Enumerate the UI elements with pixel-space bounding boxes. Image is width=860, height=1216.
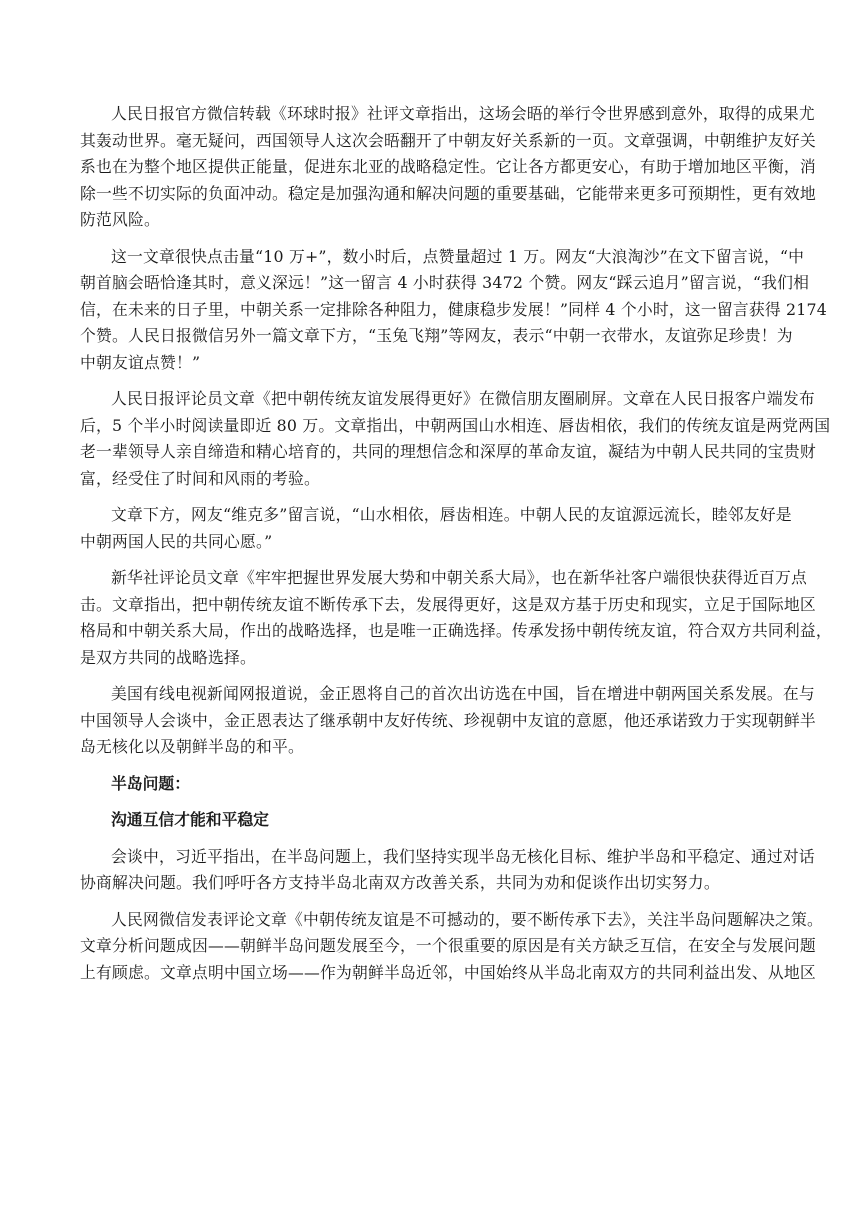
text-line: 朝首脑会晤恰逢其时，意义深远！”这一留言 4 小时获得 3472 个赞。网友“踩云追月”留言说，“我们相 — [80, 273, 810, 292]
text-line: 上有顾虑。文章点明中国立场——作为朝鲜半岛近邻，中国始终从半岛北南双方的共同利益出发、从地区 — [80, 962, 816, 982]
text-line: 岛无核化以及朝鲜半岛的和平。 — [80, 737, 304, 756]
text-line: 信，在未来的日子里，中朝关系一定排除各种阻力，健康稳步发展！”同样 4 个小时，这一留言获得 2174 — [80, 299, 828, 319]
text-line: 这一文章很快点击量“10 万+”，数小时后，点赞量超过 1 万。网友“大浪淘沙”在文下留言说，“中 — [111, 246, 805, 266]
text-line: 系也在为整个地区提供正能量，促进东北亚的战略稳定性。它让各方都更安心，有助于增加地区平衡，消 — [80, 157, 816, 176]
text-line: 中朝两国人民的共同心愿。” — [80, 531, 273, 551]
text-line: 美国有线电视新闻网报道说，金正恩将自己的首次出访选在中国，旨在增进中朝两国关系发展。在与 — [111, 684, 815, 703]
paragraph-4 — [80, 502, 792, 555]
text-line: 人民日报官方微信转载《环球时报》社评文章指出，这场会晤的举行令世界感到意外，取得的成果尤 — [111, 104, 815, 123]
text-line: 文章下方，网友“维克多”留言说，“山水相依，唇齿相连。中朝人民的友谊源远流长，睦邻友好是 — [111, 505, 792, 524]
text-line: 其轰动世界。毫无疑问，西国领导人这次会晤翻开了中朝友好关系新的一页。文章强调，中朝维护友好关 — [80, 130, 816, 150]
text-line: 击。文章指出，把中朝传统友谊不断传承下去，发展得更好，这是双方基于历史和现实，立足于国际地区 — [80, 594, 816, 614]
paragraph-6 — [80, 681, 816, 761]
paragraph-2 — [80, 244, 828, 377]
paragraph-1 — [80, 101, 816, 234]
section-heading: 半岛问题： — [111, 773, 190, 793]
text-line: 中朝友谊点赞！” — [80, 352, 201, 372]
text-line: 后，5 个半小时阅读量即近 80 万。文章指出，中朝两国山水相连、唇齿相依，我们的传统友谊是两党两国 — [80, 415, 831, 435]
paragraph-7 — [80, 844, 815, 897]
text-line: 个赞。人民日报微信另外一篇文章下方，“玉兔飞翔”等网友，表示“中朝一衣带水，友谊弥足珍贵！为 — [80, 326, 793, 345]
text-line: 格局和中朝关系大局，作出的战略选择，也是唯一正确选择。传承发扬中朝传统友谊，符合双方共同利益， — [80, 621, 832, 640]
text-line: 协商解决问题。我们呼吁各方支持半岛北南双方改善关系，共同为劝和促谈作出切实努力。 — [80, 873, 720, 892]
text-line: 人民日报评论员文章《把中朝传统友谊发展得更好》在微信朋友圈刷屏。文章在人民日报客户端发布 — [111, 389, 815, 408]
text-line: 人民网微信发表评论文章《中朝传统友谊是不可撼动的，要不断传承下去》，关注半岛问题解决之策。 — [111, 909, 823, 929]
text-line: 中国领导人会谈中，金正恩表达了继承朝中友好传统、珍视朝中友谊的意愿，他还承诺致力于实现朝鲜半 — [80, 710, 816, 730]
text-line: 新华社评论员文章《牢牢把握世界发展大势和中朝关系大局》，也在新华社客户端很快获得近百万点 — [111, 568, 807, 587]
paragraph-5 — [80, 565, 832, 671]
text-line: 会谈中，习近平指出，在半岛问题上，我们坚持实现半岛无核化目标、维护半岛和平稳定、通过对话 — [111, 846, 815, 866]
section-subheading: 沟通互信才能和平稳定 — [111, 810, 269, 829]
text-line: 文章分析问题成因——朝鲜半岛问题发展至今，一个很重要的原因是有关方缺乏互信，在安全与发展问题 — [80, 936, 816, 955]
paragraph-3 — [80, 386, 831, 492]
text-line: 是双方共同的战略选择。 — [80, 647, 256, 667]
text-line: 老一辈领导人亲自缔造和精心培育的，共同的理想信念和深厚的革命友谊，凝结为中朝人民共同的宝贵财 — [80, 442, 816, 461]
text-line: 富，经受住了时间和风雨的考验。 — [80, 468, 320, 488]
text-line: 防范风险。 — [80, 210, 160, 229]
text-line: 除一些不切实际的负面冲动。稳定是加强沟通和解决问题的重要基础，它能带来更多可预期性，更有效地 — [80, 183, 816, 203]
paragraph-8 — [80, 907, 823, 987]
